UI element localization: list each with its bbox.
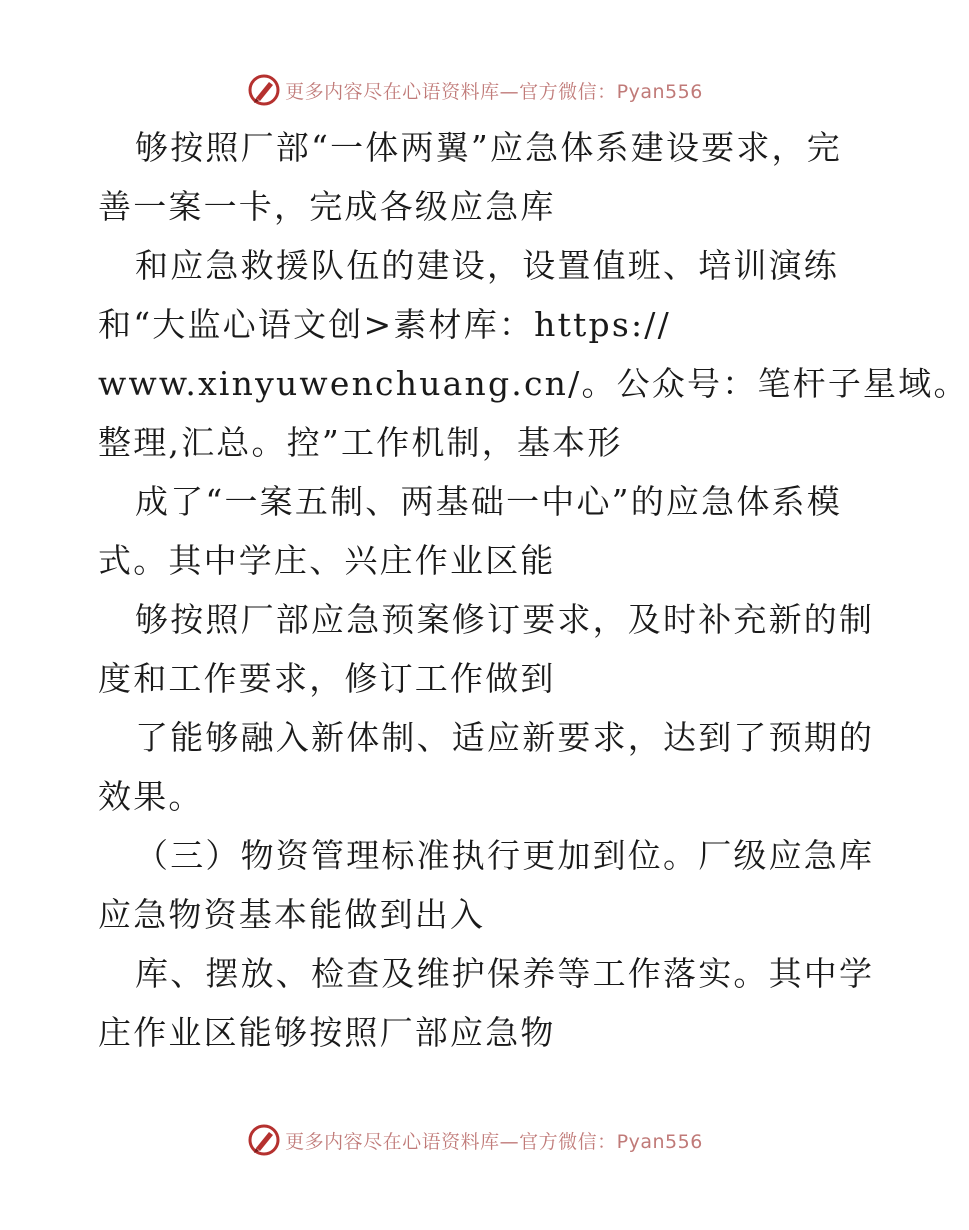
text-line: www.xinyuwenchuang.cn/。公众号：笔杆子星域。 xyxy=(98,364,969,403)
text-line: 和“大监心语文创>素材库：https:// xyxy=(98,305,671,344)
text-line: 和应急救援队伍的建设，设置值班、培训演练 xyxy=(135,246,839,285)
header-banner xyxy=(0,70,950,110)
text-line: 够按照厂部应急预案修订要求，及时补充新的制 xyxy=(135,600,875,639)
text-line: 整理,汇总。控”工作机制，基本形 xyxy=(98,423,623,462)
text-line: 了能够融入新体制、适应新要求，达到了预期的 xyxy=(135,718,875,757)
text-line: 善一案一卡，完成各级应急库 xyxy=(98,187,556,226)
header-banner-text: 更多内容尽在心语资料库—官方微信：Pyan556 xyxy=(285,80,703,103)
pen-logo-icon xyxy=(247,1123,281,1157)
text-line: 应急物资基本能做到出入 xyxy=(98,895,486,934)
text-line: 库、摆放、检查及维护保养等工作落实。其中学 xyxy=(135,954,875,993)
text-line: 效果。 xyxy=(98,777,204,816)
text-line: 够按照厂部“一体两翼”应急体系建设要求，完 xyxy=(135,128,842,167)
text-line: 庄作业区能够按照厂部应急物 xyxy=(98,1013,556,1052)
text-line: 式。其中学庄、兴庄作业区能 xyxy=(98,541,556,580)
document-body xyxy=(98,118,969,1062)
pen-logo-icon xyxy=(247,73,281,107)
text-line: 成了“一案五制、两基础一中心”的应急体系模 xyxy=(135,482,842,521)
footer-banner-text: 更多内容尽在心语资料库—官方微信：Pyan556 xyxy=(285,1130,703,1153)
text-line: （三）物资管理标准执行更加到位。厂级应急库 xyxy=(135,836,875,875)
text-line: 度和工作要求，修订工作做到 xyxy=(98,659,556,698)
footer-banner xyxy=(0,1120,950,1160)
